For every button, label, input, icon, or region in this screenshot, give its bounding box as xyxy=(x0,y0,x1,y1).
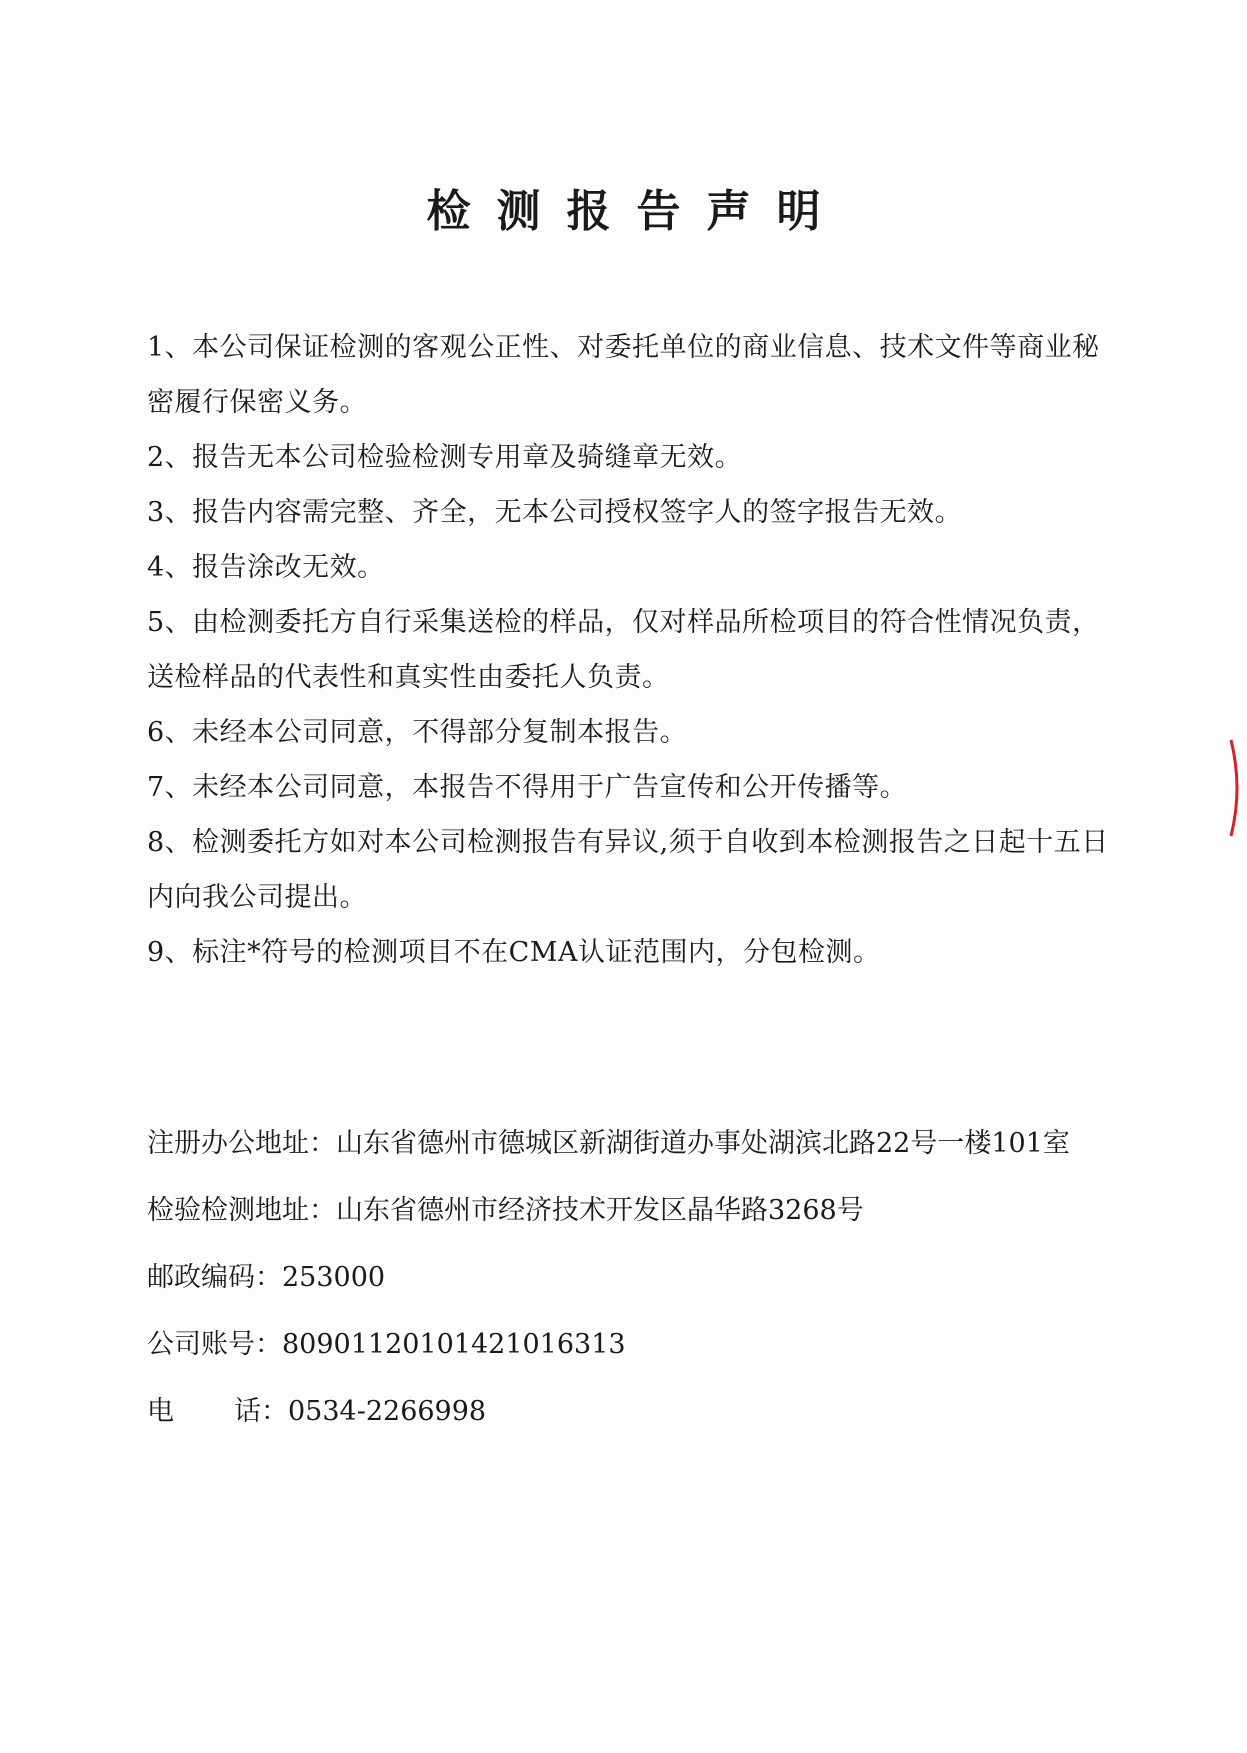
testing-address-value: 山东省德州市经济技术开发区晶华路3268号 xyxy=(336,1195,864,1226)
postal-code-line xyxy=(147,1258,1127,1325)
phone-label-first: 电 xyxy=(147,1396,174,1427)
contact-info xyxy=(147,1124,1127,1459)
testing-address-label: 检验检测地址： xyxy=(147,1195,336,1226)
account-value: 80901120101421016313 xyxy=(282,1329,626,1360)
statement-item-4: 4、报告涂改无效。 xyxy=(147,552,385,583)
statement-item-9: 9、标注*符号的检测项目不在CMA认证范围内，分包检测。 xyxy=(147,937,881,968)
document-title: 检测报告声明 xyxy=(426,186,847,237)
registered-address-label: 注册办公地址： xyxy=(147,1128,336,1159)
statement-list xyxy=(147,320,1127,980)
seal-edge-icon xyxy=(1229,738,1247,838)
statement-item-7: 7、未经本公司同意，本报告不得用于广告宣传和公开传播等。 xyxy=(147,772,908,803)
testing-address-line xyxy=(147,1191,1127,1258)
registered-address-line xyxy=(147,1124,1127,1191)
statement-item-6: 6、未经本公司同意，不得部分复制本报告。 xyxy=(147,717,688,748)
registered-address-value: 山东省德州市德城区新湖街道办事处湖滨北路22号一楼101室 xyxy=(336,1128,1070,1159)
statement-item-8: 8、检测委托方如对本公司检测报告有异议,须于自收到本检测报告之日起十五日内向我公司提出。 xyxy=(147,827,1109,913)
phone-line xyxy=(147,1392,1127,1459)
account-label: 公司账号： xyxy=(147,1329,282,1360)
phone-label xyxy=(147,1392,288,1432)
statement-item-5: 5、由检测委托方自行采集送检的样品，仅对样品所检项目的符合性情况负责，送检样品的代表性和真实性由委托人负责。 xyxy=(147,607,1100,693)
statement-item-3: 3、报告内容需完整、齐全，无本公司授权签字人的签字报告无效。 xyxy=(147,497,963,528)
statement-item-2: 2、报告无本公司检验检测专用章及骑缝章无效。 xyxy=(147,442,743,473)
postal-code-label: 邮政编码： xyxy=(147,1262,282,1293)
phone-value: 0534-2266998 xyxy=(288,1396,487,1427)
statement-item-1: 1、本公司保证检测的客观公正性、对委托单位的商业信息、技术文件等商业秘密履行保密义务。 xyxy=(147,332,1100,418)
phone-label-second: 话： xyxy=(234,1396,288,1427)
account-line xyxy=(147,1325,1127,1392)
postal-code-value: 253000 xyxy=(282,1262,386,1293)
